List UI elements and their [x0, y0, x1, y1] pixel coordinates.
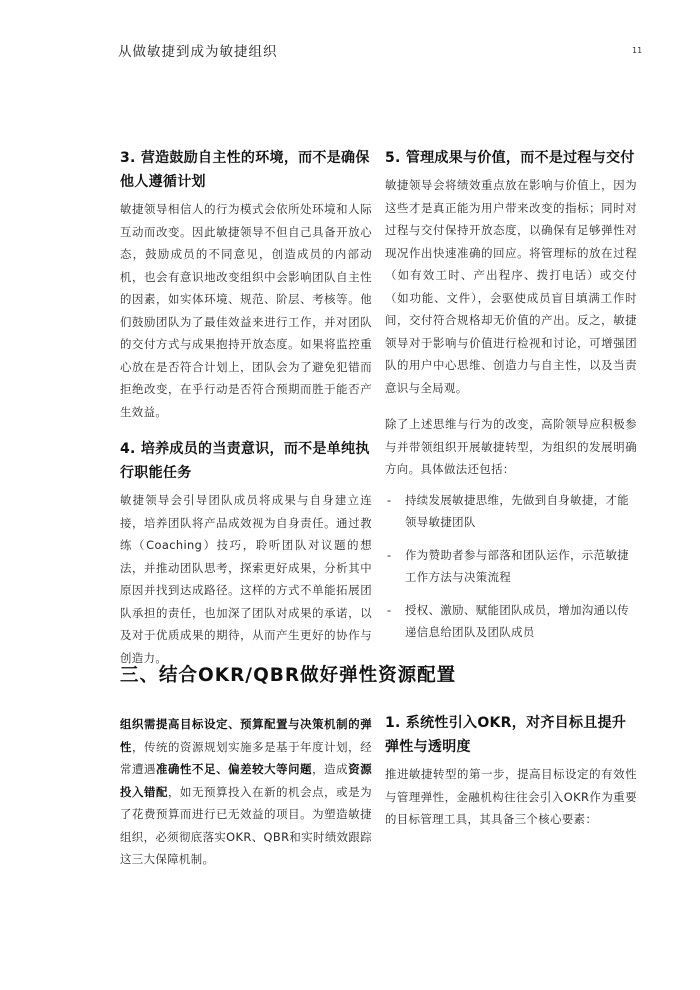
emphasis-text: 资源投入错配 [120, 762, 372, 799]
right-column [385, 146, 637, 654]
list-item [385, 489, 637, 534]
section-three-left-column [120, 713, 372, 871]
list-item [385, 544, 637, 589]
leadership-bullet-list [385, 489, 637, 644]
section-three-title: 三、结合OKR/QBR做好弹性资源配置 [120, 665, 457, 686]
body-text: ，造成 [312, 762, 349, 776]
section-5-body: 敏捷领导会将绩效重点放在影响与价值上，因为这些才是真正能为用户带来改变的指标；同时对过程与交付保持开放态度，以确保有足够弹性对现况作出快速准确的回应。将管理标的放在过程（如有效工时、产出程序、拨打电话）或交付（如功能、文件），会驱使成员盲目填满工作时间，交付符合规格却无价值的产出。反之，敏捷领导对于影响与价值进行检视和讨论，可增强团队的用户中心思维、创造力与自主性，以及当责意识与全局观。 [385, 178, 637, 395]
body-text: ，传统的资源规划实施多是基于年度计划，经常遭遇 [120, 739, 372, 776]
list-item [385, 599, 637, 644]
bullet-dash: - [387, 602, 392, 617]
section-4-heading: 4. 培养成员的当责意识，而不是单纯执行职能任务 [120, 441, 370, 481]
emphasis-text: 组织需提高目标设定、预算配置与决策机制的弹性 [120, 717, 372, 754]
section-4-body: 敏捷领导会引导团队成员将成果与自身建立连接，培养团队将产品成效视为自身责任。通过教练（Coaching）技巧，聆听团队对议题的想法，并推动团队思考，探索更好成果，分析其中原因并找到达成路径。这样的方式不单能拓展团队承担的责任，也加深了团队对成果的承诺，以及对于优质成果的期待，从而产生更好的协作与创造力。 [120, 493, 372, 665]
section-3-body: 敏捷领导相信人的行为模式会依所处环境和人际互动而改变。因此敏捷领导不但自己具备开放心态，鼓励成员的不同意见，创造成员的内部动机，也会有意识地改变组织中会影响团队自主性的因素，如实体环境、规范、阶层、考核等。他们鼓励团队为了最佳效益来进行工作，并对团队的交付方式与成果抱持开放态度。如果将监控重心放在是否符合计划上，团队会为了避免犯错而拒绝改变，在乎行动是否符合预期而胜于能否产生效益。 [120, 202, 372, 419]
running-header-title: 从做敏捷到成为敏捷组织 [118, 44, 278, 60]
bullet-text: 作为赞助者参与部落和团队运作，示范敏捷工作方法与决策流程 [405, 547, 630, 584]
flexibility-paragraph [120, 713, 372, 871]
section-3-heading: 3. 营造鼓励自主性的环境，而不是确保他人遵循计划 [120, 150, 370, 190]
emphasis-text: 准确性不足、偏差较大等问题 [156, 762, 313, 776]
bullet-dash: - [387, 492, 392, 507]
page-number: 11 [632, 46, 643, 55]
okr-body: 推进敏捷转型的第一步，提高目标设定的有效性与管理弹性，金融机构往往会引入OKR作为重要的目标管理工具，其具备三个核心要素： [385, 767, 637, 826]
bullet-dash: - [387, 547, 392, 562]
section-5-heading: 5. 管理成果与价值，而不是过程与交付 [385, 150, 635, 166]
bullet-text: 持续发展敏捷思维，先做到自身敏捷，才能领导敏捷团队 [405, 492, 630, 529]
section-three-right-column [385, 711, 637, 831]
body-text: ，如无预算投入在新的机会点，或是为了花费预算而进行已无效益的项目。为塑造敏捷组织，必须彻底落实OKR、QBR和实时绩效跟踪这三大保障机制。 [120, 784, 372, 866]
leadership-intro: 除了上述思维与行为的改变，高阶领导应积极参与并带领组织开展敏捷转型，为组织的发展明确方向。具体做法还包括： [385, 417, 637, 476]
bullet-text: 授权、激励、赋能团队成员，增加沟通以传递信息给团队及团队成员 [405, 602, 630, 639]
left-column [120, 146, 372, 669]
okr-heading: 1. 系统性引入OKR，对齐目标且提升弹性与透明度 [385, 715, 627, 755]
